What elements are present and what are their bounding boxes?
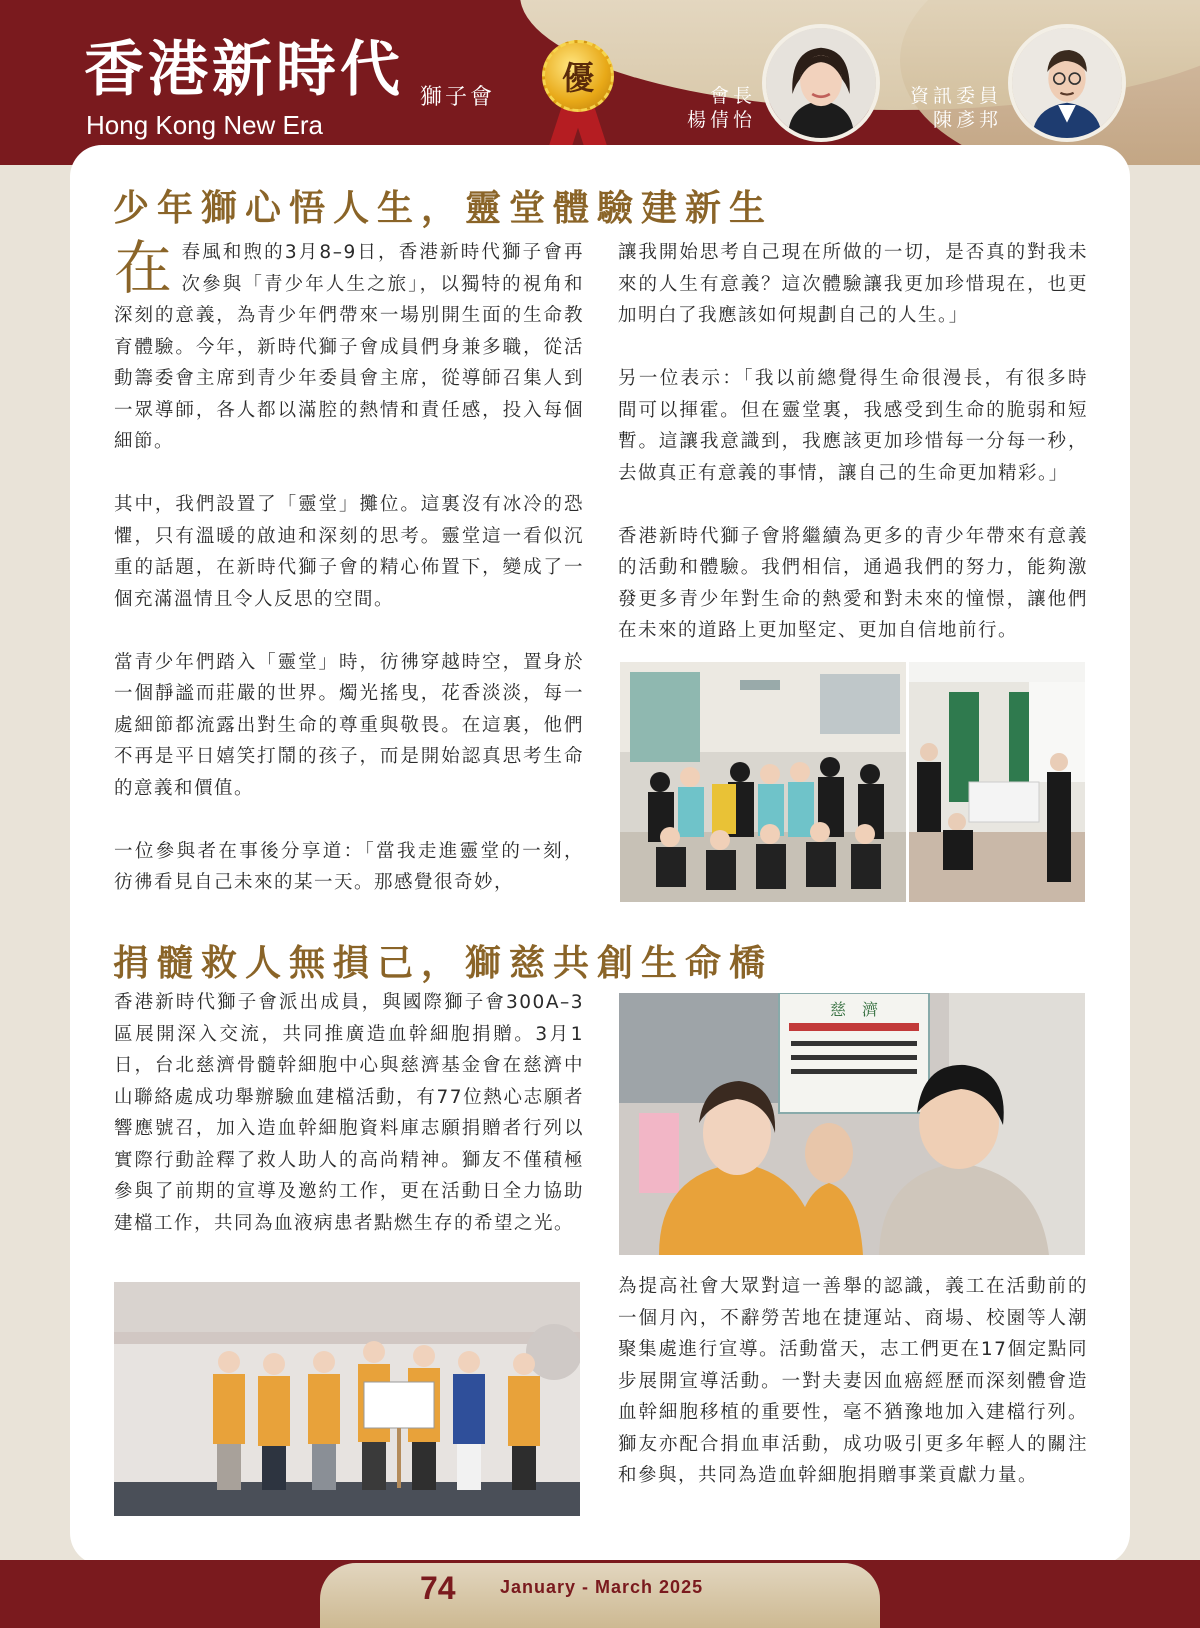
memorial-booth-image (909, 662, 1085, 902)
section1-paragraph-4: 一位參與者在事後分享道：「當我走進靈堂的一刻，彷彿看見自己未來的某一天。那感覺很奇妙， (114, 840, 584, 893)
page-number: 74 (420, 1570, 456, 1606)
it-officer-portrait-icon (1012, 28, 1122, 138)
section1-left-column (114, 234, 584, 899)
section2-paragraph-1: 香港新時代獅子會派出成員，與國際獅子會300A–3區展開深入交流，共同推廣造血幹細胞捐贈。3月1日，台北慈濟骨髓幹細胞中心與慈濟基金會在慈濟中山聯絡處成功舉辦驗血建檔活動，有77位熱心志願者響應號召，加入造血幹細胞資料庫志願捐贈者行列以實際行動詮釋了救人助人的高尚精神。獅友不僅積極參與了前期的宣導及邀約工作，更在活動日全力協助建檔工作，共同為血液病患者點燃生存的希望之光。 (114, 992, 584, 1234)
club-title-chinese: 香港新時代 (84, 35, 404, 105)
president-avatar (762, 24, 880, 142)
section1-paragraph-6: 另一位表示：「我以前總覺得生命很漫長，有很多時間可以揮霍。但在靈堂裏，我感受到生命的脆弱和短暫。這讓我意識到，我應該更加珍惜每一分每一秒，去做真正有意義的事情，讓自己的生命更加精彩。」 (618, 368, 1088, 484)
section2-title: 捐髓救人無損己，獅慈共創生命橋 (113, 943, 774, 984)
it-officer-name: 陳彥邦 (932, 109, 1002, 131)
section1-paragraph-1: 在春風和煦的3月8–9日，香港新時代獅子會再次參與「青少年人生之旅」，以獨特的視角和深刻的意義，為青少年們帶來一場別開生面的生命教育體驗。今年，新時代獅子會成員們身兼多職，從活動籌委會主席到青少年委員會主席，從導師召集人到一眾導師，各人都以滿腔的熱情和責任感，投入每個細節。 (114, 234, 584, 452)
president-label (660, 84, 756, 132)
excellence-badge (538, 40, 618, 160)
group-photo-image (620, 662, 906, 902)
president-role: 會長 (709, 85, 756, 107)
president-name: 楊倩怡 (686, 109, 756, 131)
section2-right-column (618, 1271, 1088, 1492)
section1-paragraph-2: 其中，我們設置了「靈堂」攤位。這裏沒有冰冷的恐懼，只有溫暖的啟迪和深刻的思考。靈堂這一看似沉重的話題，在新時代獅子會的精心佈置下，變成了一個充滿溫情且令人反思的空間。 (114, 494, 584, 610)
donation-drive-group-image (114, 1282, 580, 1516)
drop-cap: 在 (114, 234, 174, 302)
banner-text: 慈 濟 (829, 1000, 879, 1019)
section2-left-column (114, 987, 584, 1239)
donation-drive-group-photo (114, 1282, 580, 1516)
section2-paragraph-2: 為提高社會大眾對這一善舉的認識，義工在活動前的一個月內，不辭勞苦地在捷運站、商場、校園等人潮聚集處進行宣導。活動當天，志工們更在17個定點同步展開宣導活動。一對夫妻因血癌經歷而深刻體會造血幹細胞移植的重要性，毫不猶豫地加入建檔行列。獅友亦配合捐血車活動，成功吸引更多年輕人的關注和參與，共同為造血幹細胞捐贈事業貢獻力量。 (618, 1276, 1088, 1486)
group-photo-youth-event (620, 662, 906, 902)
section1-right-column (618, 237, 1088, 647)
section1-paragraph-7: 香港新時代獅子會將繼續為更多的青少年帶來有意義的活動和體驗。我們相信，通過我們的努力，能夠激發更多青少年對生命的熱愛和對未來的憧憬，讓他們在未來的道路上更加堅定、更加自信地前行。 (618, 525, 1088, 641)
it-officer-role: 資訊委員 (909, 85, 1002, 107)
section1-title: 少年獅心悟人生，靈堂體驗建新生 (113, 188, 774, 229)
it-officer-label (900, 84, 1002, 132)
section1-paragraph-3: 當青少年們踏入「靈堂」時，彷彿穿越時空，置身於一個靜謐而莊嚴的世界。燭光搖曳，花香淡淡，每一處細節都流露出對生命的尊重與敬畏。在這裏，他們不再是平日嬉笑打鬧的孩子，而是開始認真思考生命的意義和價值。 (114, 651, 584, 799)
issue-date: January - March 2025 (500, 1577, 704, 1597)
club-title-suffix: 獅子會 (420, 85, 496, 110)
street-outreach-image (619, 993, 1085, 1255)
club-title-english: Hong Kong New Era (86, 110, 324, 140)
memorial-booth-photo (909, 662, 1085, 902)
it-officer-avatar (1008, 24, 1126, 142)
section1-paragraph-5: 讓我開始思考自己現在所做的一切，是否真的對我未來的人生有意義？這次體驗讓我更加珍惜現在，也更加明白了我應該如何規劃自己的人生。」 (618, 242, 1088, 326)
medal-icon: 優 (542, 40, 614, 112)
president-portrait-icon (766, 28, 876, 138)
street-outreach-photo (619, 993, 1085, 1255)
